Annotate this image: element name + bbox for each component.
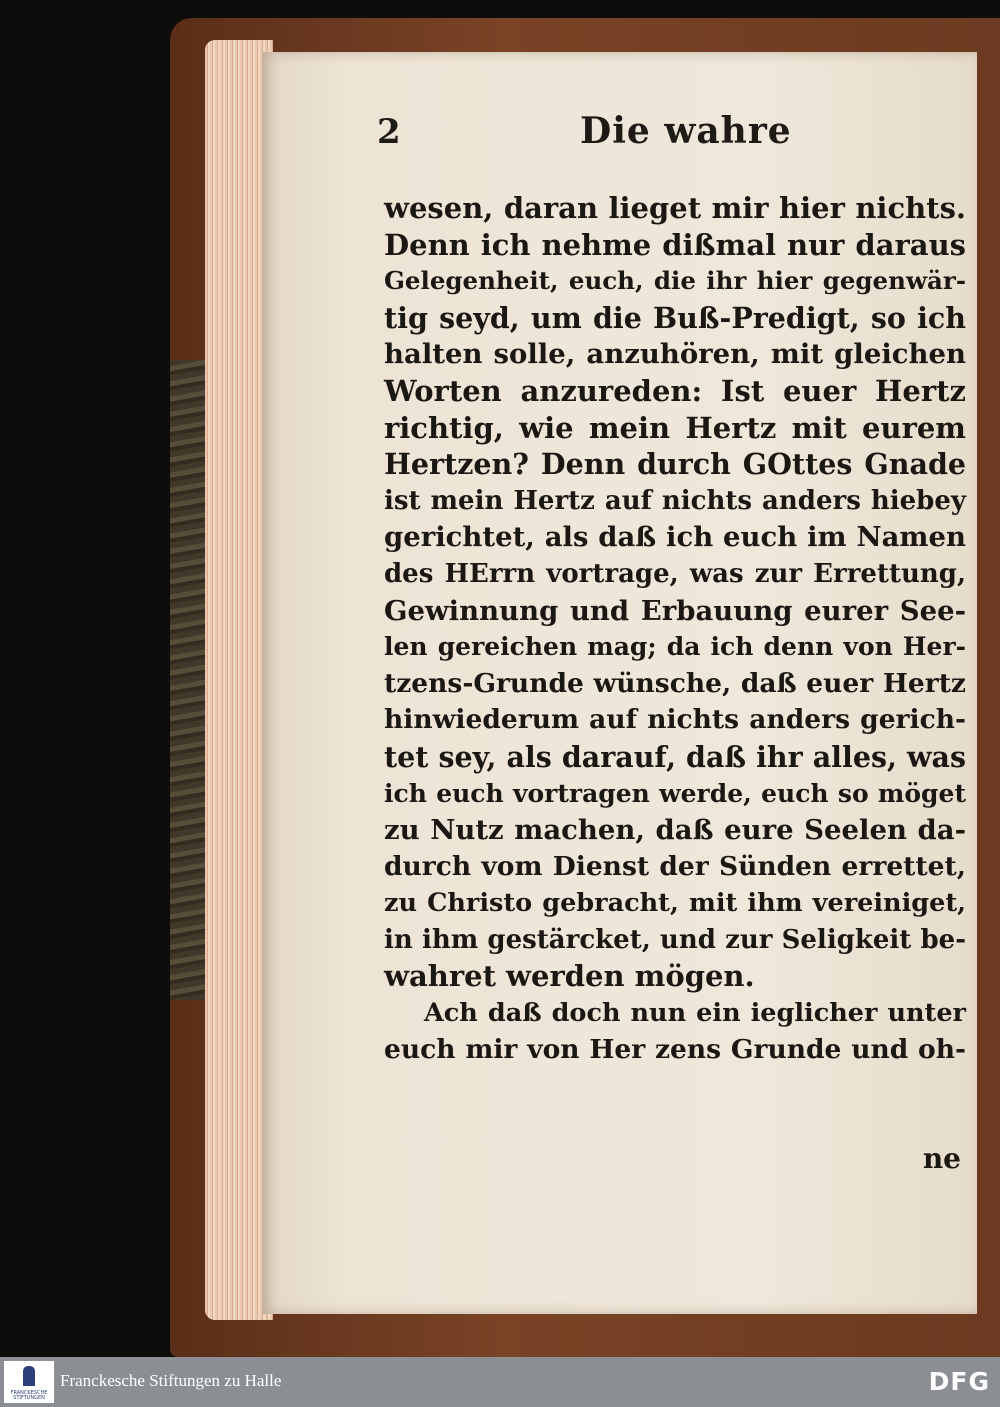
- franckesche-stiftungen-logo[interactable]: [4, 1361, 54, 1403]
- footer-bar: [0, 1357, 1000, 1407]
- text-line: Worten anzureden: Ist euer Hertz: [384, 373, 966, 408]
- text-line: wahret werden mögen.: [384, 959, 755, 994]
- institution-name[interactable]: Franckesche Stiftungen zu Halle: [60, 1371, 282, 1390]
- text-line: Denn ich nehme dißmal nur daraus: [384, 227, 966, 262]
- text-line: euch mir von Her zens Grunde und oh-: [384, 1033, 966, 1065]
- book-page: [262, 52, 977, 1314]
- dfg-logo[interactable]: DFG: [928, 1367, 990, 1396]
- text-line: zu Christo gebracht, mit ihm vereiniget,: [384, 888, 966, 919]
- catchword: ne: [922, 1142, 961, 1175]
- text-line: Gelegenheit, euch, die ihr hier gegenwär-: [384, 266, 966, 296]
- text-line: des HErrn vortrage, was zur Errettung,: [384, 558, 966, 589]
- text-line: ich euch vortragen werde, euch so möget: [384, 778, 966, 808]
- page-number: 2: [377, 112, 401, 152]
- text-line: zu Nutz machen, daß eure Seelen da-: [384, 814, 966, 847]
- text-line: in ihm gestärcket, und zur Seligkeit be-: [384, 924, 966, 955]
- text-line: hinwiederum auf nichts anders gerich-: [384, 704, 966, 736]
- text-line: Gewinnung und Erbauung eurer See-: [384, 594, 966, 627]
- logo-caption: FRANCKESCHE STIFTUNGEN: [10, 1390, 48, 1401]
- text-line: ist mein Hertz auf nichts anders hiebey: [384, 485, 966, 516]
- emblem-icon: [23, 1366, 35, 1386]
- text-line: Hertzen? Denn durch GOttes Gnade: [384, 447, 966, 482]
- page-header: [262, 112, 977, 162]
- text-line: halten solle, anzuhören, mit gleichen: [384, 338, 966, 371]
- text-line: tzens-Grunde wünsche, daß euer Hertz: [384, 667, 966, 699]
- worn-spine-texture: [170, 360, 210, 1000]
- text-line: richtig, wie mein Hertz mit eurem: [384, 410, 966, 445]
- text-line: len gereichen mag; da ich denn von Her-: [384, 632, 966, 662]
- text-line: tig seyd, um die Buß-Predigt, so ich: [384, 300, 966, 335]
- running-head: Die wahre: [580, 110, 792, 152]
- text-line: gerichtet, als daß ich euch im Namen: [384, 521, 966, 554]
- text-line: Ach daß doch nun ein ieglicher unter: [424, 998, 966, 1029]
- body-text: [384, 190, 966, 1068]
- text-line: durch vom Dienst der Sünden errettet,: [384, 850, 966, 882]
- text-line: wesen, daran lieget mir hier nichts.: [384, 191, 966, 225]
- text-line: tet sey, als darauf, daß ihr alles, was: [384, 739, 966, 774]
